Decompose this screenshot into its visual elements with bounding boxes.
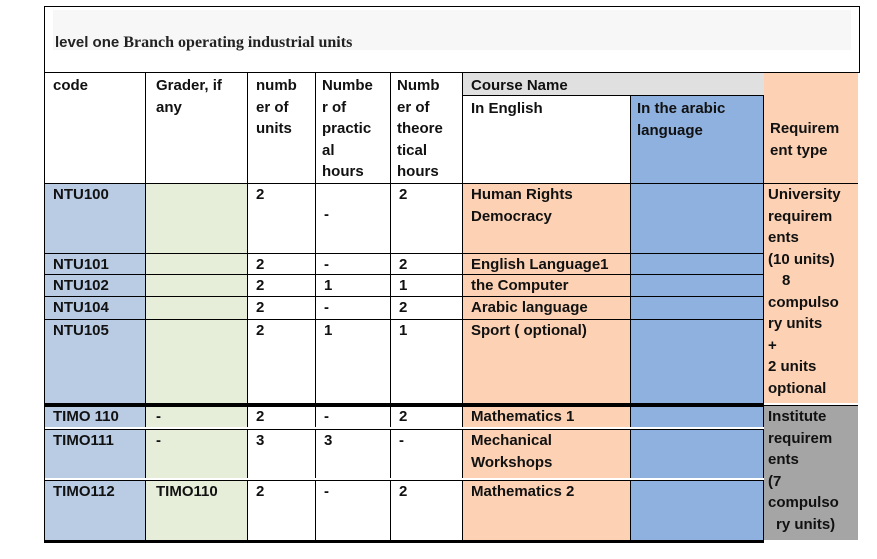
- university-requirement-line: +: [768, 336, 777, 354]
- header-in-arabic: [630, 96, 764, 183]
- course-code: NTU100: [53, 186, 109, 203]
- theoretical-hours: 1: [399, 277, 408, 294]
- row-5-col-1: [145, 405, 247, 427]
- row-4-col-4: [390, 319, 462, 403]
- row-3-col-2: [247, 296, 315, 319]
- header-practical-hours-line: r of: [322, 98, 347, 116]
- row-6-arabic-name: [630, 429, 764, 478]
- row-5-col-5: [462, 405, 630, 427]
- row-5-arabic-name: [630, 405, 764, 427]
- course-code: NTU102: [53, 277, 109, 294]
- header-in-english: [462, 96, 630, 183]
- row-3-col-5: [462, 296, 630, 319]
- header-grader-line: any: [156, 98, 182, 116]
- university-requirement-line: (10 units): [768, 250, 835, 268]
- row-7-col-5: [462, 480, 630, 540]
- institute-requirement-line: compulso: [768, 494, 839, 511]
- in-arabic-line: In the arabic: [637, 100, 726, 117]
- row-6-col-1: [145, 429, 247, 478]
- course-english-name-line: the Computer: [471, 277, 569, 294]
- header-practical-hours-line: practic: [322, 120, 372, 137]
- header-units-line: units: [256, 120, 292, 137]
- row-0-col-0: [44, 183, 145, 253]
- row-3-col-3: [315, 296, 390, 319]
- section-divider: [44, 403, 764, 407]
- institute-requirement-line: ry units): [776, 515, 836, 533]
- units-value: 2: [256, 256, 265, 273]
- row-4-arabic-name: [630, 319, 764, 403]
- institute-requirement-line: Institute: [768, 408, 827, 425]
- header-divider-line: [44, 183, 764, 184]
- university-requirement-line: University: [768, 186, 841, 203]
- units-value: 2: [256, 186, 265, 203]
- header-units-line: numb: [256, 77, 297, 94]
- theoretical-hours: 1: [399, 322, 408, 339]
- row-1-col-2: [247, 253, 315, 274]
- row-4-col-2: [247, 319, 315, 403]
- header-requirement-type: [764, 72, 858, 183]
- header-practical-hours: [315, 72, 390, 183]
- row-3-col-4: [390, 296, 462, 319]
- university-requirement-line: ry units: [768, 315, 823, 332]
- practical-hours: 1: [324, 322, 333, 339]
- university-requirement-line: ents: [768, 229, 799, 246]
- institute-requirement-line: (7: [768, 472, 782, 490]
- row-3-col-0: [44, 296, 145, 319]
- header-code-line: code: [53, 77, 89, 94]
- university-requirement-line: optional: [768, 379, 827, 397]
- header-code: [44, 72, 145, 183]
- in-english-label: In English: [471, 100, 543, 117]
- university-requirement-line: 2 units: [768, 358, 817, 375]
- practical-hours: -: [324, 299, 329, 316]
- row-5-col-3: [315, 405, 390, 427]
- row-1-col-3: [315, 253, 390, 274]
- row-0-col-1: [145, 183, 247, 253]
- requirement-type-line: ent type: [770, 141, 828, 159]
- row-2-col-5: [462, 274, 630, 296]
- theoretical-hours: 2: [399, 483, 408, 500]
- row-2-col-0: [44, 274, 145, 296]
- row-1-col-0: [44, 253, 145, 274]
- course-english-name-line: Sport ( optional): [471, 322, 587, 339]
- row-7-col-1: [145, 480, 247, 540]
- institute-requirement-line: ents: [768, 451, 799, 468]
- units-value: 2: [256, 277, 265, 294]
- row-3-col-1: [145, 296, 247, 319]
- left-border-line: [44, 72, 45, 543]
- row-1-col-1: [145, 253, 247, 274]
- units-value: 2: [256, 408, 265, 425]
- header-theoretical-hours-line: hours: [397, 163, 439, 180]
- course-code: TIMO 110: [53, 408, 119, 425]
- row-2-col-1: [145, 274, 247, 296]
- practical-hours: -: [324, 256, 329, 273]
- course-code: TIMO111: [53, 432, 114, 449]
- grader-value: -: [156, 408, 161, 425]
- row-1-col-4: [390, 253, 462, 274]
- practical-hours: -: [324, 206, 329, 223]
- theoretical-hours: 2: [399, 408, 408, 425]
- row-5-col-2: [247, 405, 315, 427]
- header-theoretical-hours: [390, 72, 462, 183]
- theoretical-hours: 2: [399, 299, 408, 316]
- header-practical-hours-line: hours: [322, 163, 364, 180]
- course-english-name-line: Human Rights: [471, 186, 573, 203]
- header-grader: [145, 72, 247, 183]
- course-code: NTU105: [53, 322, 109, 339]
- header-theoretical-hours-line: theore: [397, 120, 443, 137]
- row-0-col-5: [462, 183, 630, 253]
- institute-requirement-line: requirem: [768, 429, 833, 447]
- header-units: [247, 72, 315, 183]
- header-units-line: er of: [256, 98, 289, 116]
- theoretical-hours: 2: [399, 186, 408, 203]
- requirement-type-line: Requirem: [770, 120, 840, 137]
- row-2-col-4: [390, 274, 462, 296]
- theoretical-hours: 2: [399, 256, 408, 273]
- row-6-col-3: [315, 429, 390, 478]
- row-4-col-5: [462, 319, 630, 403]
- row-7-col-3: [315, 480, 390, 540]
- header-course-name: [462, 72, 764, 96]
- university-requirement-line: requirem: [768, 207, 833, 225]
- course-code: NTU104: [53, 299, 109, 316]
- university-requirement-line: 8: [782, 272, 791, 289]
- units-value: 2: [256, 483, 265, 500]
- units-value: 3: [256, 432, 265, 449]
- practical-hours: -: [324, 483, 329, 500]
- row-5-col-0: [44, 405, 145, 427]
- row-7-col-4: [390, 480, 462, 540]
- header-theoretical-hours-line: Numb: [397, 77, 440, 94]
- row-7-arabic-name: [630, 480, 764, 540]
- row-3-arabic-name: [630, 296, 764, 319]
- in-arabic-line: language: [637, 121, 703, 139]
- course-english-name-line: Mechanical: [471, 432, 552, 449]
- units-value: 2: [256, 299, 265, 316]
- row-0-arabic-name: [630, 183, 764, 253]
- row-6-col-5: [462, 429, 630, 478]
- row-7-col-0: [44, 480, 145, 540]
- theoretical-hours: -: [399, 432, 404, 449]
- course-code: TIMO112: [53, 483, 115, 500]
- course-english-name-line: Mathematics 2: [471, 483, 575, 500]
- row-4-col-0: [44, 319, 145, 403]
- row-4-col-3: [315, 319, 390, 403]
- course-code: NTU101: [53, 256, 109, 273]
- row-7-col-2: [247, 480, 315, 540]
- row-0-col-2: [247, 183, 315, 253]
- header-theoretical-hours-line: er of: [397, 98, 430, 116]
- practical-hours: -: [324, 408, 329, 425]
- course-table-page: [44, 6, 860, 542]
- row-0-col-3: [315, 183, 390, 253]
- row-6-col-2: [247, 429, 315, 478]
- units-value: 2: [256, 322, 265, 339]
- title-level: level one: [55, 34, 120, 51]
- course-name-label: Course Name: [471, 77, 568, 94]
- course-english-name-line: Mathematics 1: [471, 408, 575, 425]
- practical-hours: 3: [324, 432, 333, 449]
- row-2-arabic-name: [630, 274, 764, 296]
- title-box: [44, 6, 860, 73]
- course-english-name-line: Democracy: [471, 207, 552, 225]
- row-2-col-2: [247, 274, 315, 296]
- header-theoretical-hours-line: tical: [397, 141, 428, 159]
- grader-value: TIMO110: [156, 483, 218, 500]
- title-branch: Branch operating industrial units: [123, 34, 353, 51]
- header-grader-line: Grader, if: [156, 77, 222, 94]
- course-english-name-line: Workshops: [471, 453, 553, 471]
- page-title: [55, 34, 352, 52]
- university-requirement: [764, 183, 858, 403]
- row-0-col-4: [390, 183, 462, 253]
- row-2-col-3: [315, 274, 390, 296]
- row-1-col-5: [462, 253, 630, 274]
- practical-hours: 1: [324, 277, 333, 294]
- course-english-name-line: Arabic language: [471, 299, 588, 316]
- course-english-name-line: English Language1: [471, 256, 609, 273]
- row-6-col-4: [390, 429, 462, 478]
- header-practical-hours-line: Numbe: [322, 77, 373, 94]
- institute-requirement: [764, 405, 858, 540]
- table-bottom-border: [44, 540, 764, 543]
- row-1-arabic-name: [630, 253, 764, 274]
- university-requirement-line: compulso: [768, 293, 839, 311]
- header-practical-hours-line: al: [322, 141, 335, 159]
- row-5-col-4: [390, 405, 462, 427]
- grader-value: -: [156, 432, 161, 449]
- row-4-col-1: [145, 319, 247, 403]
- row-6-col-0: [44, 429, 145, 478]
